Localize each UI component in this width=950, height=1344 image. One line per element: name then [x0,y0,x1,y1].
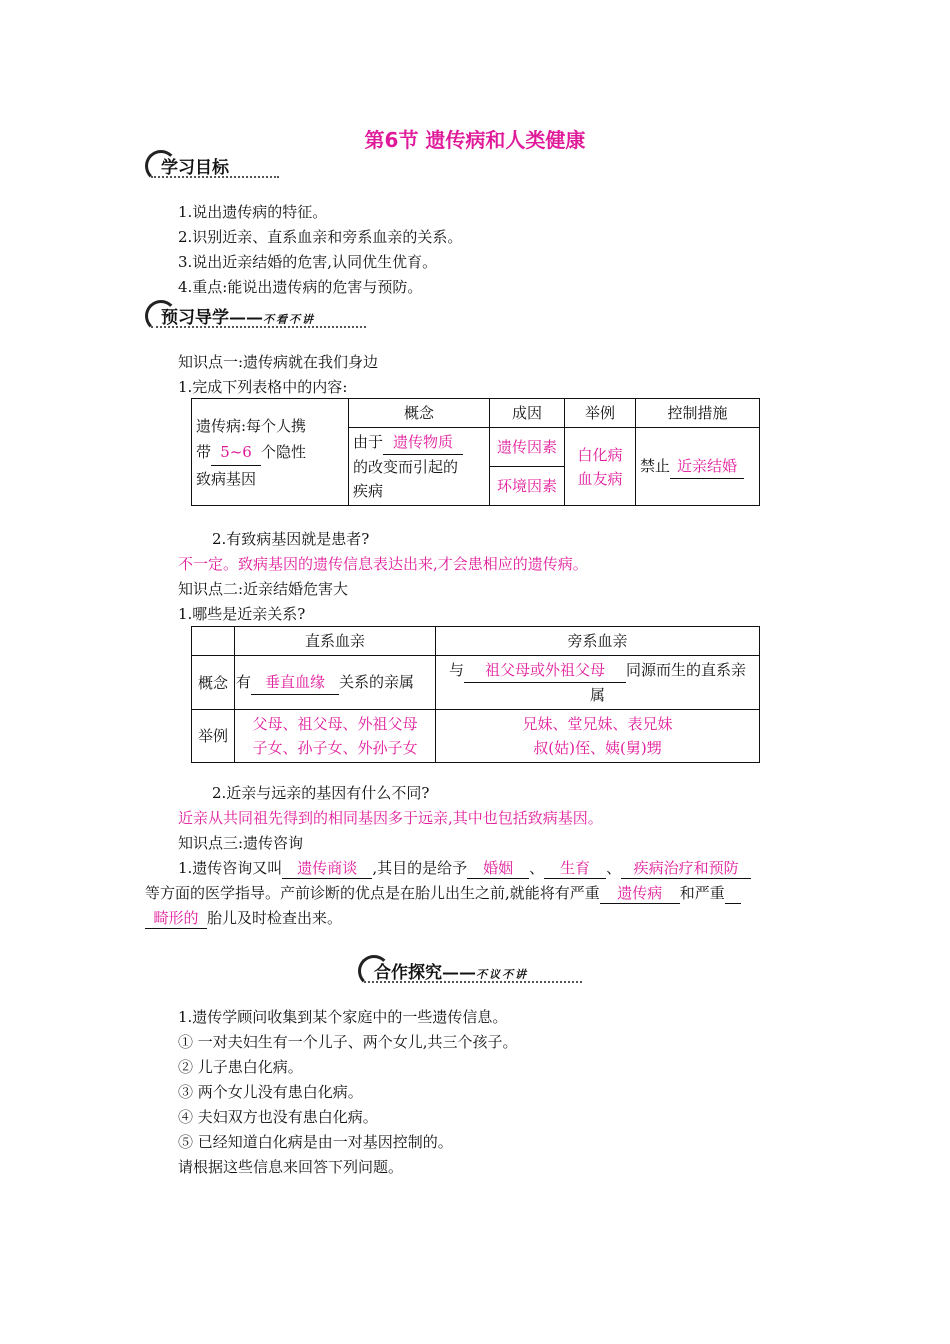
section-subtitle: 不议不讲 [476,968,528,981]
k2-question-2: 2.近亲与远亲的基因有什么不同? [212,784,430,802]
answer-fill: 疾病治疗和预防 [621,858,751,879]
coop-line: ③ 两个女儿没有患白化病。 [178,1083,363,1101]
cell-text: 由于 [353,433,384,451]
k2-heading: 知识点二:近亲结婚危害大 [178,580,349,598]
answer-fill: 遗传商谈 [282,858,372,879]
table-cell-cause-2: 环境因素 [490,467,565,506]
cell-text: 属 [589,686,605,704]
table-cell-control [636,428,760,506]
section-banner-goals [145,150,285,184]
text: ,其目的是给予 [372,859,468,877]
text: 胎儿及时检查出来。 [207,909,343,927]
coop-line: 1.遗传学顾问收集到某个家庭中的一些遗传信息。 [178,1008,508,1026]
cell-text: 的改变而引起的 [353,458,459,476]
answer-fill: 生育 [544,858,606,879]
coop-line: ④ 夫妇双方也没有患白化病。 [178,1108,378,1126]
section-title-text: 预习导学—— [161,308,263,328]
answer-fill: 婚姻 [467,858,529,879]
answer-fill: 祖父母或外祖父母 [464,658,626,683]
header-control: 控制措施 [636,399,760,428]
section-title-text: 合作探究—— [374,963,476,983]
k3-paragraph-line-2 [145,883,741,904]
banner-arrow-icon [364,981,582,983]
header-example: 举例 [565,399,636,428]
header-collateral: 旁系血亲 [436,627,760,656]
cell-text: 白化病 [577,445,623,464]
cell-text: 带 [196,442,212,461]
text: 、 [606,859,622,877]
coop-line: 请根据这些信息来回答下列问题。 [178,1158,404,1176]
k3-paragraph-line-1 [178,858,751,879]
text: 、 [529,859,545,877]
row-label-example: 举例 [192,710,235,763]
header-direct: 直系血亲 [235,627,436,656]
goal-item: 4.重点:能说出遗传病的危害与预防。 [178,278,423,296]
k1-heading: 知识点一:遗传病就在我们身边 [178,353,379,371]
cell-text: 父母、祖父母、外祖父母 [252,715,418,733]
cell-text: 子女、孙子女、外孙子女 [252,739,418,757]
cell-text: 关系的亲属 [339,673,415,691]
coop-line: ② 儿子患白化病。 [178,1058,303,1076]
page-title: 第6节 遗传病和人类健康 [364,128,586,152]
banner-arrow-icon [151,176,279,178]
section-title-coop [374,958,528,983]
kinship-table [191,626,760,763]
cell-text: 与 [448,661,464,679]
goal-item: 2.识别近亲、直系血亲和旁系血亲的关系。 [178,228,463,246]
section-banner-coop [358,955,588,989]
cell-text: 遗传病:每个人携 [196,416,307,435]
coop-line: ⑤ 已经知道白化病是由一对基因控制的。 [178,1133,453,1151]
table-cell-direct-example [235,710,436,763]
section-title-preview [161,303,315,328]
k3-heading: 知识点三:遗传咨询 [178,834,304,852]
answer-fill: 畸形的 [145,908,207,929]
table-cell-example [565,428,636,506]
cell-text: 血友病 [577,469,623,488]
cell-text: 致病基因 [196,469,257,488]
answer-fill: 5~6 [211,439,261,466]
table-cell-definition [192,399,349,506]
cell-text: 禁止 [640,457,671,475]
goal-item: 3.说出近亲结婚的危害,认同优生优育。 [178,253,438,271]
answer-fill-gap [725,883,741,904]
cell-text: 个隐性 [261,442,307,461]
cell-text: 兄妹、堂兄妹、表兄妹 [522,715,673,733]
cell-text: 同源而生的直系亲 [626,661,747,679]
k1-answer-2: 不一定。致病基因的遗传信息表达出来,才会患相应的遗传病。 [178,555,588,573]
cell-text: 疾病 [353,482,384,500]
answer-fill: 近亲结婚 [670,454,744,479]
answer-fill: 遗传病 [600,883,680,904]
table-cell-collateral-concept [436,656,760,710]
banner-arrow-icon [151,326,366,328]
genetic-disease-table [191,398,760,506]
text: 等方面的医学指导。产前诊断的优点是在胎儿出生之前,就能将有严重 [145,884,600,902]
text: 和严重 [679,884,725,902]
k1-question-1: 1.完成下列表格中的内容: [178,378,348,396]
answer-fill: 垂直血缘 [251,670,339,695]
header-empty [192,627,235,656]
table-cell-concept [349,428,490,506]
section-title-goals: 学习目标 [161,158,229,178]
text: 1.遗传咨询又叫 [178,859,283,877]
section-banner-preview [145,300,375,334]
k2-question-1: 1.哪些是近亲关系? [178,605,306,623]
goal-item: 1.说出遗传病的特征。 [178,203,328,221]
header-cause: 成因 [490,399,565,428]
table-cell-direct-concept [235,656,436,710]
k1-question-2: 2.有致病基因就是患者? [212,530,370,548]
cell-text: 有 [236,673,252,691]
row-label-concept: 概念 [192,656,235,710]
k2-answer-2: 近亲从共同祖先得到的相同基因多于远亲,其中也包括致病基因。 [178,809,603,827]
header-concept: 概念 [349,399,490,428]
section-subtitle: 不看不讲 [263,313,315,326]
coop-line: ① 一对夫妇生有一个儿子、两个女儿,共三个孩子。 [178,1033,518,1051]
table-cell-collateral-example [436,710,760,763]
k3-paragraph-line-3 [145,908,342,929]
cell-text: 叔(姑)侄、姨(舅)甥 [533,739,662,757]
answer-fill: 遗传物质 [383,430,463,455]
table-cell-cause-1: 遗传因素 [490,428,565,467]
